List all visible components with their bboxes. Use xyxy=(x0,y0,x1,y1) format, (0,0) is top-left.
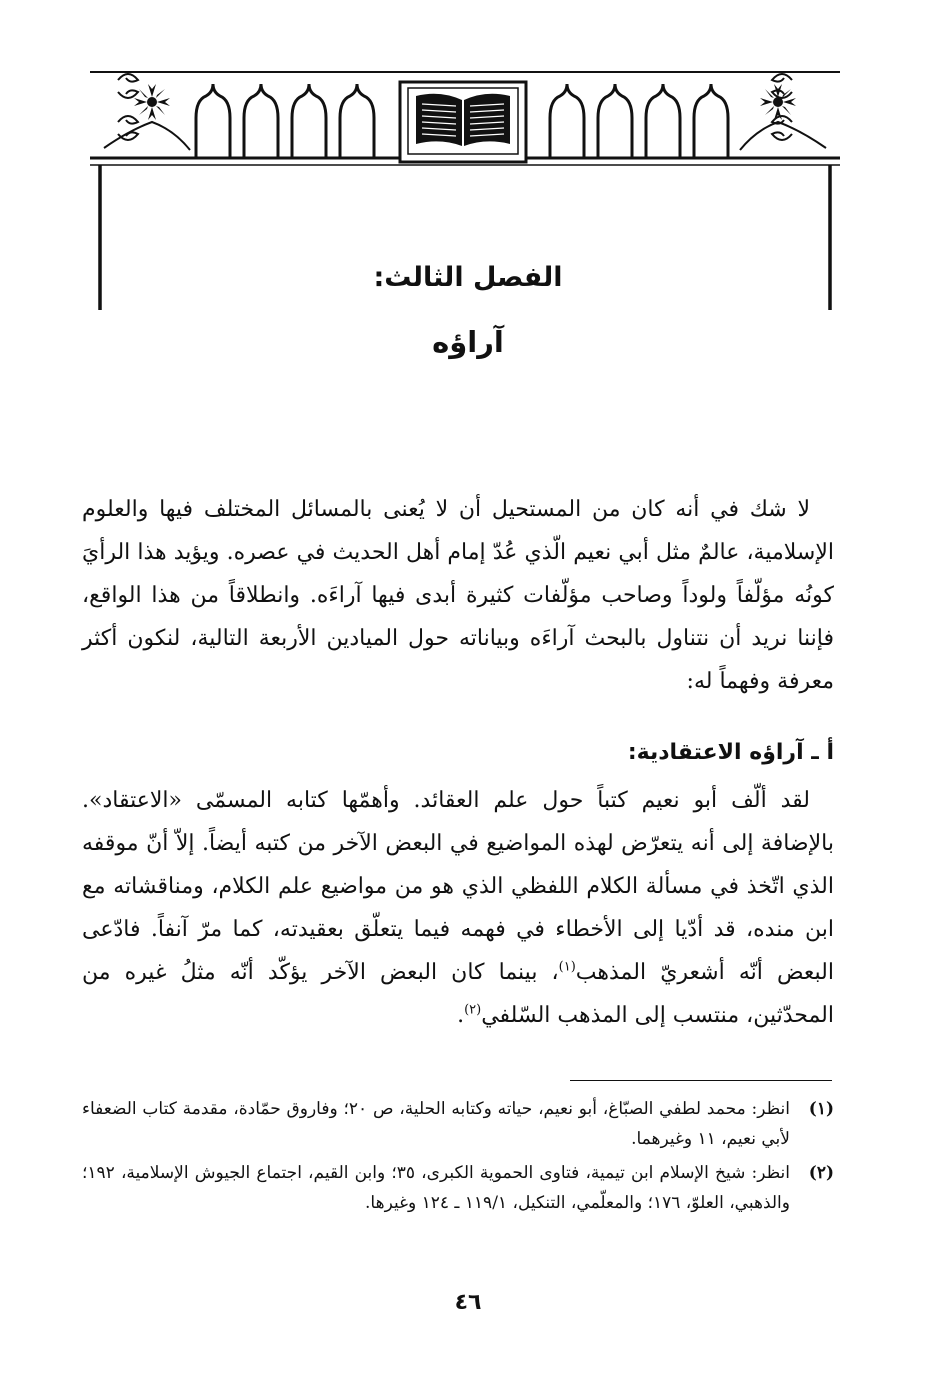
footnote-separator xyxy=(570,1080,832,1081)
intro-paragraph xyxy=(82,488,834,703)
footnote-text: انظر: شيخ الإسلام ابن تيمية، فتاوى الحموية الكبرى، ٣٥؛ وابن القيم، اجتماع الجيوش الإسلامية، ١٩٢؛ والذهبي، العلوّ، ١٧٦؛ والمعلّمي، التنكيل، ١١٩/١ ـ ١٢٤ وغيرها. xyxy=(82,1163,790,1213)
footnote-ref-2[interactable]: (٢) xyxy=(464,1002,482,1018)
open-book-icon xyxy=(400,82,526,162)
section-text-part1: لقد ألّف أبو نعيم كتباً حول علم العقائد. وأهمّها كتابه المسمّى «الاعتقاد». بالإضافة إلى أنه يتعرّض لهذه المواضيع في البعض الآخر من كتبه أيضاً. إلاّ أنّ موقفه الذي اتّخذ في مسألة الكلام اللفظي الذي هو من مواضيع علم الكلام، ومناقشاته مع ابن منده، قد أدّيا إلى الأخطاء في فهمه فيما يتعلّق بعقيدته، كما مرّ آنفاً. فادّعى البعض أنّه أشعريّ المذهب xyxy=(82,788,834,985)
footnote-ref-1[interactable]: (١) xyxy=(558,959,576,975)
section-text-end: . xyxy=(457,1003,465,1028)
footnote-number: (١) xyxy=(808,1099,834,1119)
page-number: ٤٦ xyxy=(454,1290,482,1315)
chapter-title: الفصل الثالث: xyxy=(373,262,563,293)
footnotes xyxy=(82,1094,834,1222)
footnote-item xyxy=(82,1094,834,1154)
footnote-number: (٢) xyxy=(808,1163,834,1183)
section-text-part2: ، بينما كان البعض الآخر يؤكّد أنّه مثلُ غيره من المحدّثين، منتسب إلى المذهب السّلفي xyxy=(82,960,834,1028)
intro-text: لا شك في أنه كان من المستحيل أن لا يُعنى بالمسائل المختلف فيها والعلوم الإسلامية، عالمٌ مثل أبي نعيم الّذي عُدّ إمام أهل الحديث في عصره. ويؤيد هذا الرأيَ كونُه مؤلّفاً ولوداً وصاحب مؤلّفات كثيرة أبدى فيها آراءَه. وانطلاقاً من هذا الواقع، فإننا نريد أن نتناول بالبحث آراءَه وبياناته حول الميادين الأربعة التالية، لنكون أكثر معرفة وفهماً له: xyxy=(82,497,834,694)
section-paragraph xyxy=(82,779,834,1037)
section-heading: أ ـ آراؤه الاعتقادية: xyxy=(627,740,834,765)
chapter-subtitle: آراؤه xyxy=(432,325,504,359)
footnote-text: انظر: محمد لطفي الصبّاغ، أبو نعيم، حياته وكتابه الحلية، ص ٢٠؛ وفاروق حمّادة، مقدمة كتاب الضعفاء لأبي نعيم، ١١ وغيرهما. xyxy=(82,1099,790,1149)
footnote-item xyxy=(82,1158,834,1218)
main-content xyxy=(82,488,834,1037)
